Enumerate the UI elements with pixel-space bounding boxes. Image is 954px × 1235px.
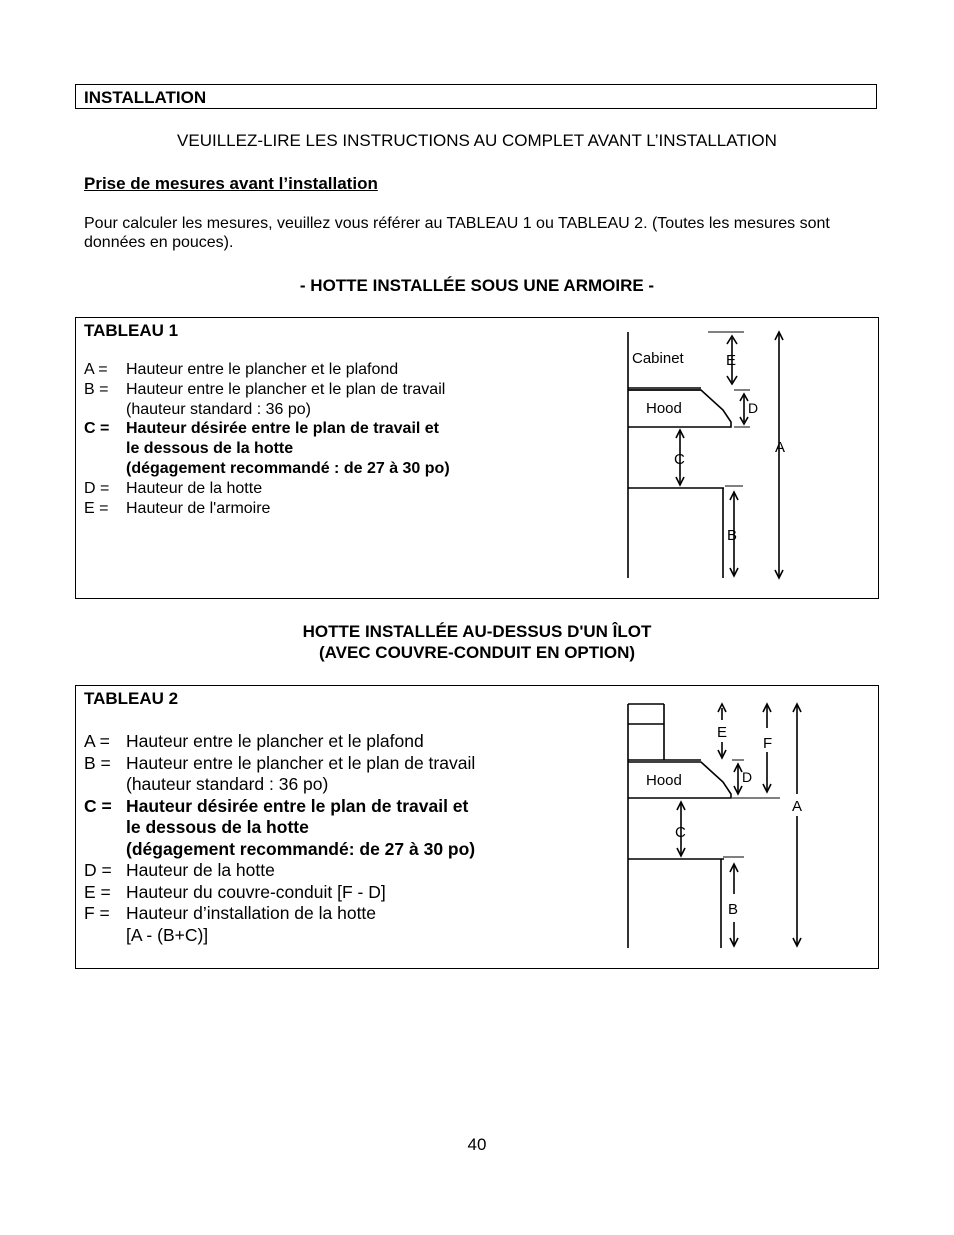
- row-text: le dessous de la hotte: [126, 440, 294, 458]
- diagram1-label-a: A: [775, 439, 786, 456]
- row-text: (dégagement recommandé : de 27 à 30 po): [126, 459, 450, 477]
- diagram2-hood-label: Hood: [646, 772, 682, 789]
- section-header-bar: [75, 84, 877, 109]
- diagram1-label-b: B: [727, 527, 738, 544]
- row-key: C =: [84, 795, 112, 816]
- page-number: 40: [467, 1135, 487, 1154]
- island-diagram: [596, 694, 876, 960]
- table1-title: TABLEAU 1: [84, 321, 179, 340]
- row-text: Hauteur entre le plancher et le plan de travail: [126, 380, 446, 398]
- row-text: Hauteur de la hotte: [126, 479, 263, 497]
- row-text: [A - (B+C)]: [126, 924, 209, 945]
- row-key: D =: [84, 860, 112, 880]
- row-text: Hauteur entre le plancher et le plafond: [126, 361, 399, 378]
- subheading: Prise de mesures avant l’installation: [84, 174, 378, 193]
- row-key: D =: [84, 479, 110, 497]
- under-cabinet-diagram: [596, 326, 876, 592]
- notice-text: VEUILLEZ-LIRE LES INSTRUCTIONS AU COMPLET AVANT L’INSTALLATION: [177, 131, 777, 150]
- diagram1-cabinet-label: Cabinet: [632, 350, 684, 367]
- row-text: Hauteur désirée entre le plan de travail et: [126, 420, 440, 438]
- diagram2-label-b: B: [728, 901, 739, 918]
- row-text: Hauteur entre le plancher et le plafond: [126, 731, 424, 751]
- row-key: E =: [84, 881, 111, 902]
- row-text: Hauteur de l'armoire: [126, 499, 271, 517]
- row-text: Hauteur désirée entre le plan de travail et: [126, 795, 469, 816]
- intro-paragraph: Pour calculer les mesures, veuillez vous référer au TABLEAU 1 ou TABLEAU 2. (Toutes les mesures sont données en pouces).: [84, 215, 830, 251]
- diagram1-label-d: D: [748, 400, 759, 416]
- diagram2-label-c: C: [675, 824, 686, 841]
- table1-box: [75, 317, 879, 599]
- row-text: Hauteur de la hotte: [126, 860, 275, 880]
- row-key: B =: [84, 380, 109, 398]
- table2-title: TABLEAU 2: [84, 689, 179, 708]
- row-key: E =: [84, 499, 109, 517]
- table2-box: [75, 685, 879, 969]
- row-key: B =: [84, 752, 111, 773]
- heading-island: [0, 621, 954, 663]
- diagram2-label-f: F: [763, 735, 773, 752]
- row-text: (hauteur standard : 36 po): [126, 774, 329, 794]
- diagram2-label-e: E: [717, 724, 728, 741]
- heading-island-line2: (AVEC COUVRE-CONDUIT EN OPTION): [318, 643, 636, 662]
- heading-under-cabinet: - HOTTE INSTALLÉE SOUS UNE ARMOIRE -: [299, 276, 655, 295]
- diagram2-label-d: D: [742, 769, 753, 785]
- row-key: A =: [84, 731, 110, 751]
- diagram1-hood-label: Hood: [646, 400, 682, 417]
- heading-island-line1: HOTTE INSTALLÉE AU-DESSUS D'UN ÎLOT: [302, 622, 652, 641]
- row-key: C =: [84, 420, 110, 438]
- diagram1-label-e: E: [726, 352, 737, 369]
- row-key: A =: [84, 361, 108, 378]
- row-key: F =: [84, 903, 110, 923]
- section-title: INSTALLATION: [84, 88, 207, 107]
- row-text: Hauteur du couvre-conduit [F - D]: [126, 881, 386, 902]
- diagram2-label-a: A: [792, 798, 803, 815]
- diagram1-label-c: C: [674, 451, 685, 468]
- row-text: le dessous de la hotte: [126, 817, 309, 837]
- row-text: Hauteur d’installation de la hotte: [126, 903, 377, 923]
- row-text: Hauteur entre le plancher et le plan de travail: [126, 752, 476, 773]
- row-text: (dégagement recommandé: de 27 à 30 po): [126, 838, 476, 859]
- row-text: (hauteur standard : 36 po): [126, 400, 312, 418]
